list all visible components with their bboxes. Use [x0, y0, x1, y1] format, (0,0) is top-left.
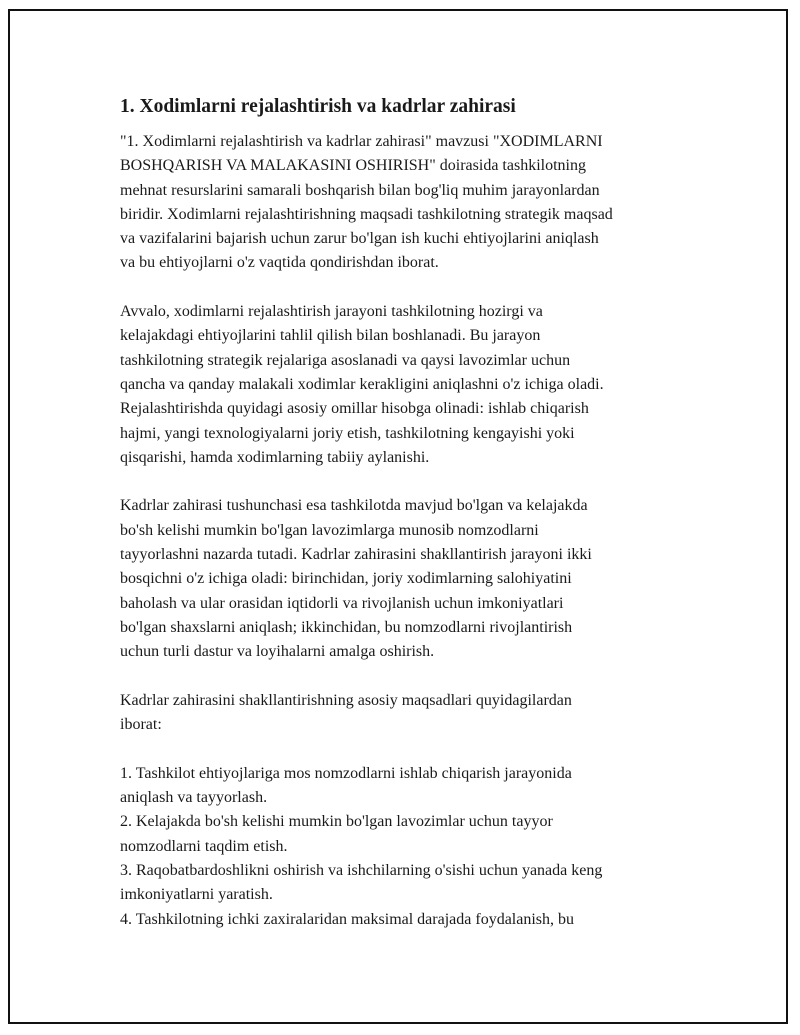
text-line: mehnat resurslarini samarali boshqarish bilan bog'liq muhim jarayonlardan — [120, 181, 600, 199]
text-line: tayyorlashni nazarda tutadi. Kadrlar zahirasini shakllantirish jarayoni ikki — [120, 546, 592, 564]
paragraph — [120, 689, 700, 738]
paragraph — [120, 130, 700, 276]
list-item — [120, 762, 700, 811]
text-line: va bu ehtiyojlarni o'z vaqtida qondirishdan iborat. — [120, 254, 439, 272]
paragraph — [120, 300, 700, 470]
text-line: baholash va ular orasidan iqtidorli va rivojlanish uchun imkoniyatlari — [120, 594, 564, 612]
list-item — [120, 908, 700, 932]
list-item — [120, 859, 700, 908]
text-line: nomzodlarni taqdim etish. — [120, 837, 288, 855]
text-line: kelajakdagi ehtiyojlarini tahlil qilish bilan boshlanadi. Bu jarayon — [120, 327, 541, 345]
text-line: aniqlash va tayyorlash. — [120, 789, 268, 807]
text-line: tashkilotning strategik rejalariga asoslanadi va qaysi lavozimlar uchun — [120, 351, 571, 369]
text-line: bo'lgan shaxslarni aniqlash; ikkinchidan, bu nomzodlarni rivojlantirish — [120, 618, 573, 636]
text-line: qisqarishi, hamda xodimlarning tabiiy aylanishi. — [120, 448, 430, 466]
text-line: bosqichni o'z ichiga oladi: birinchidan, joriy xodimlarning salohiyatini — [120, 570, 572, 588]
numbered-list — [120, 762, 700, 932]
text-line: 4. Tashkilotning ichki zaxiralaridan maksimal darajada foydalanish, bu — [120, 910, 575, 928]
text-line: Kadrlar zahirasini shakllantirishning asosiy maqsadlari quyidagilardan — [120, 691, 572, 709]
text-line: Rejalashtirishda quyidagi asosiy omillar hisobga olinadi: ishlab chiqarish — [120, 400, 589, 418]
text-line: imkoniyatlarni yaratish. — [120, 886, 273, 904]
section-heading: 1. Xodimlarni rejalashtirish va kadrlar zahirasi — [120, 96, 516, 117]
text-line: iborat: — [120, 716, 162, 734]
list-item — [120, 810, 700, 859]
text-line: va vazifalarini bajarish uchun zarur bo'lgan ish kuchi ehtiyojlarini aniqlash — [120, 230, 599, 248]
document-page — [8, 9, 788, 1024]
text-line: biridir. Xodimlarni rejalashtirishning maqsadi tashkilotning strategik maqsad — [120, 205, 613, 223]
text-line: hajmi, yangi texnologiyalarni joriy etish, tashkilotning kengayishi yoki — [120, 424, 575, 442]
text-line: 3. Raqobatbardoshlikni oshirish va ishchilarning o'sishi uchun yanada keng — [120, 861, 603, 879]
document-body — [120, 95, 700, 932]
text-line: Kadrlar zahirasi tushunchasi esa tashkilotda mavjud bo'lgan va kelajakda — [120, 497, 588, 515]
text-line: bo'sh kelishi mumkin bo'lgan lavozimlarga munosib nomzodlarni — [120, 521, 539, 539]
text-line: 1. Tashkilot ehtiyojlariga mos nomzodlarni ishlab chiqarish jarayonida — [120, 764, 572, 782]
text-line: Avvalo, xodimlarni rejalashtirish jarayoni tashkilotning hozirgi va — [120, 303, 543, 321]
paragraph — [120, 494, 700, 664]
text-line: BOSHQARISH VA MALAKASINI OSHIRISH" doirasida tashkilotning — [120, 157, 586, 175]
text-line: "1. Xodimlarni rejalashtirish va kadrlar zahirasi" mavzusi "XODIMLARNI — [120, 133, 603, 150]
text-line: uchun turli dastur va loyihalarni amalga oshirish. — [120, 643, 435, 661]
text-line: 2. Kelajakda bo'sh kelishi mumkin bo'lgan lavozimlar uchun tayyor — [120, 813, 553, 831]
text-line: qancha va qanday malakali xodimlar kerakligini aniqlashni o'z ichiga oladi. — [120, 375, 604, 393]
